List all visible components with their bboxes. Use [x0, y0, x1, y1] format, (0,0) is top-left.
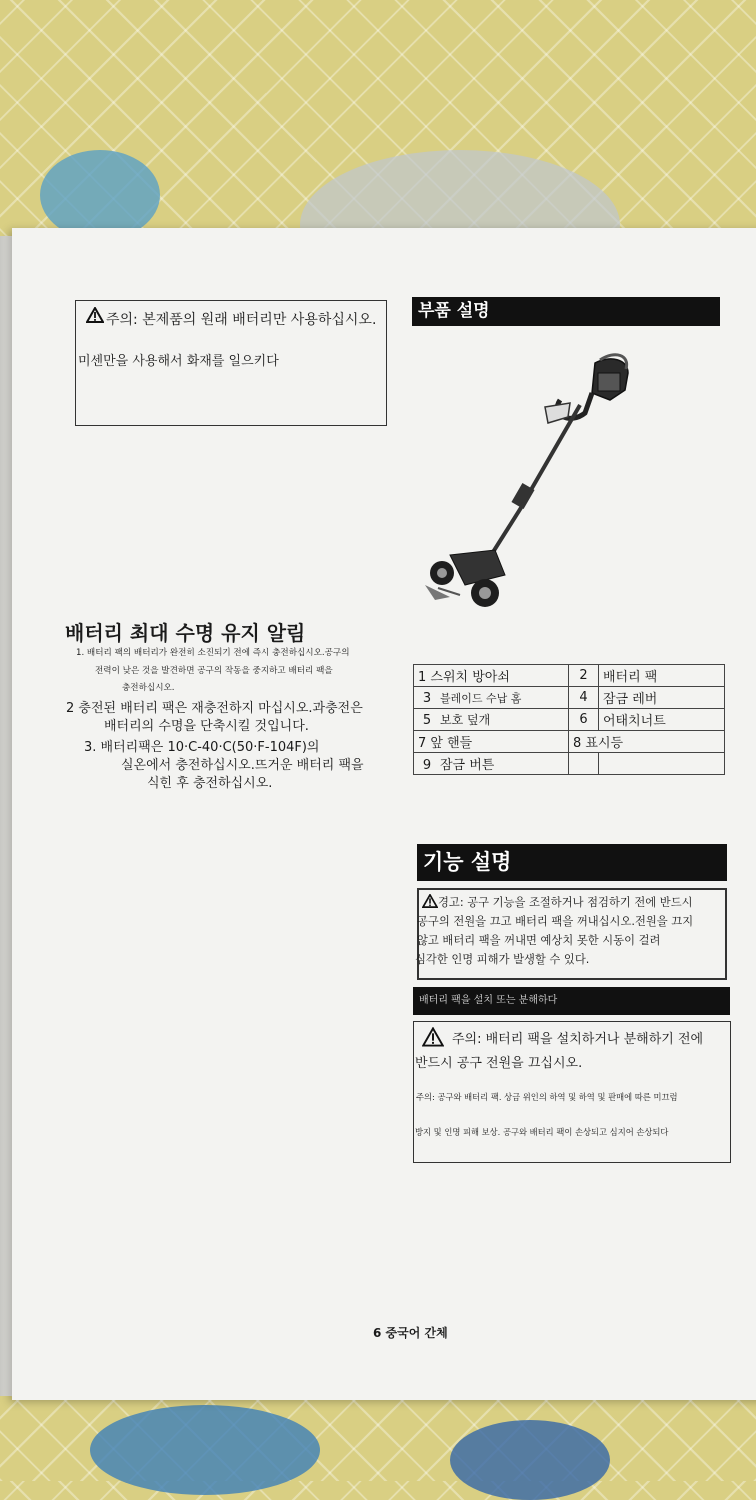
table-cell: 9 잠금 버튼 [414, 753, 569, 775]
table-row [414, 753, 725, 775]
mat-blue-pattern-bottom-right [450, 1420, 610, 1500]
install-caution-line-1: 주의: 배터리 팩을 설치하거나 분해하기 전에 [452, 1032, 704, 1047]
table-cell [599, 753, 725, 775]
table-cell-num: 6 [569, 709, 599, 731]
battery-item-1-line-1: 1. 배터리 팩의 배터리가 완전히 소진되기 전에 즉시 충전하십시오.공구의 [76, 648, 350, 658]
battery-item-3-line-3: 식힌 후 충전하십시오. [147, 776, 273, 791]
battery-item-3-line-1: 3. 배터리팩은 10·C-40·C(50·F-104F)의 [84, 740, 320, 755]
mat-blue-pattern-top [40, 150, 160, 240]
table-row [414, 731, 725, 753]
install-heading: 배터리 팩을 설치 또는 분해하다 [419, 995, 558, 1006]
caution-title: 주의: 본제품의 원래 배터리만 사용하십시오. [106, 312, 377, 328]
warning-line-4: 심각한 인명 피해가 발생할 수 있다. [415, 953, 590, 966]
battery-item-2-line-1: 2 충전된 배터리 팩은 재충전하지 마십시오.과충전은 [66, 701, 363, 716]
warning-line-2: 공구의 전원을 끄고 배터리 팩을 꺼내십시오.전원을 끄지 [417, 915, 694, 928]
battery-life-heading: 배터리 최대 수명 유지 알림 [65, 621, 306, 645]
caution-body: 미센만을 사용해서 화재를 일으키다 [78, 354, 279, 369]
table-cell-num [569, 753, 599, 775]
function-heading: 기능 설명 [423, 850, 512, 874]
function-heading-bar [417, 844, 727, 881]
battery-item-3-line-2: 실온에서 충전하십시오.뜨거운 배터리 팩을 [121, 758, 364, 773]
battery-item-2-line-2: 배터리의 수명을 단축시킬 것입니다. [104, 719, 309, 734]
warning-line-1: 경고: 공구 기능을 조절하거나 점검하기 전에 반드시 [438, 896, 693, 909]
warning-line-3: 않고 배터리 팩을 꺼내면 예상치 못한 시동이 걸려 [417, 934, 661, 947]
table-cell: 8 표시등 [569, 731, 725, 753]
table-cell: 3 블레이드 수납 홈 [414, 687, 569, 709]
parts-heading: 부품 설명 [418, 301, 490, 321]
table-row [414, 687, 725, 709]
warning-triangle-icon [422, 893, 438, 912]
install-note-line-2: 방지 및 인명 피해 보상. 공구와 배터리 팩이 손상되고 심지어 손상되다 [415, 1127, 669, 1137]
battery-item-1-line-3: 충전하십시오. [122, 683, 175, 693]
table-cell: 어태치너트 [599, 709, 725, 731]
table-cell: 7 앞 핸들 [414, 731, 569, 753]
table-row [414, 709, 725, 731]
trimmer-illustration [420, 345, 640, 615]
parts-table [413, 664, 725, 775]
page-number-footer: 6 중국어 간체 [373, 1326, 448, 1340]
table-cell: 잠금 레버 [599, 687, 725, 709]
install-note-line-1: 주의: 공구와 배터리 팩. 상금 위인의 하역 및 하역 및 판매에 따른 미끄럼 [416, 1092, 678, 1102]
install-caution-line-2: 반드시 공구 전원을 끄십시오. [415, 1056, 583, 1071]
table-row [414, 665, 725, 687]
warning-triangle-icon [422, 1027, 444, 1051]
battery-item-1-line-2: 전력이 낮은 것을 발견하면 공구의 작동을 중지하고 배터리 팩을 [95, 666, 333, 676]
mat-blue-pattern-bottom [90, 1405, 320, 1495]
parts-heading-bar [412, 297, 720, 326]
table-cell-num: 4 [569, 687, 599, 709]
table-cell: 1 스위치 방아쇠 [414, 665, 569, 687]
table-cell: 배터리 팩 [599, 665, 725, 687]
table-cell: 5 보호 덮개 [414, 709, 569, 731]
table-cell-num: 2 [569, 665, 599, 687]
warning-triangle-icon [86, 307, 104, 327]
install-heading-bar [413, 987, 730, 1015]
